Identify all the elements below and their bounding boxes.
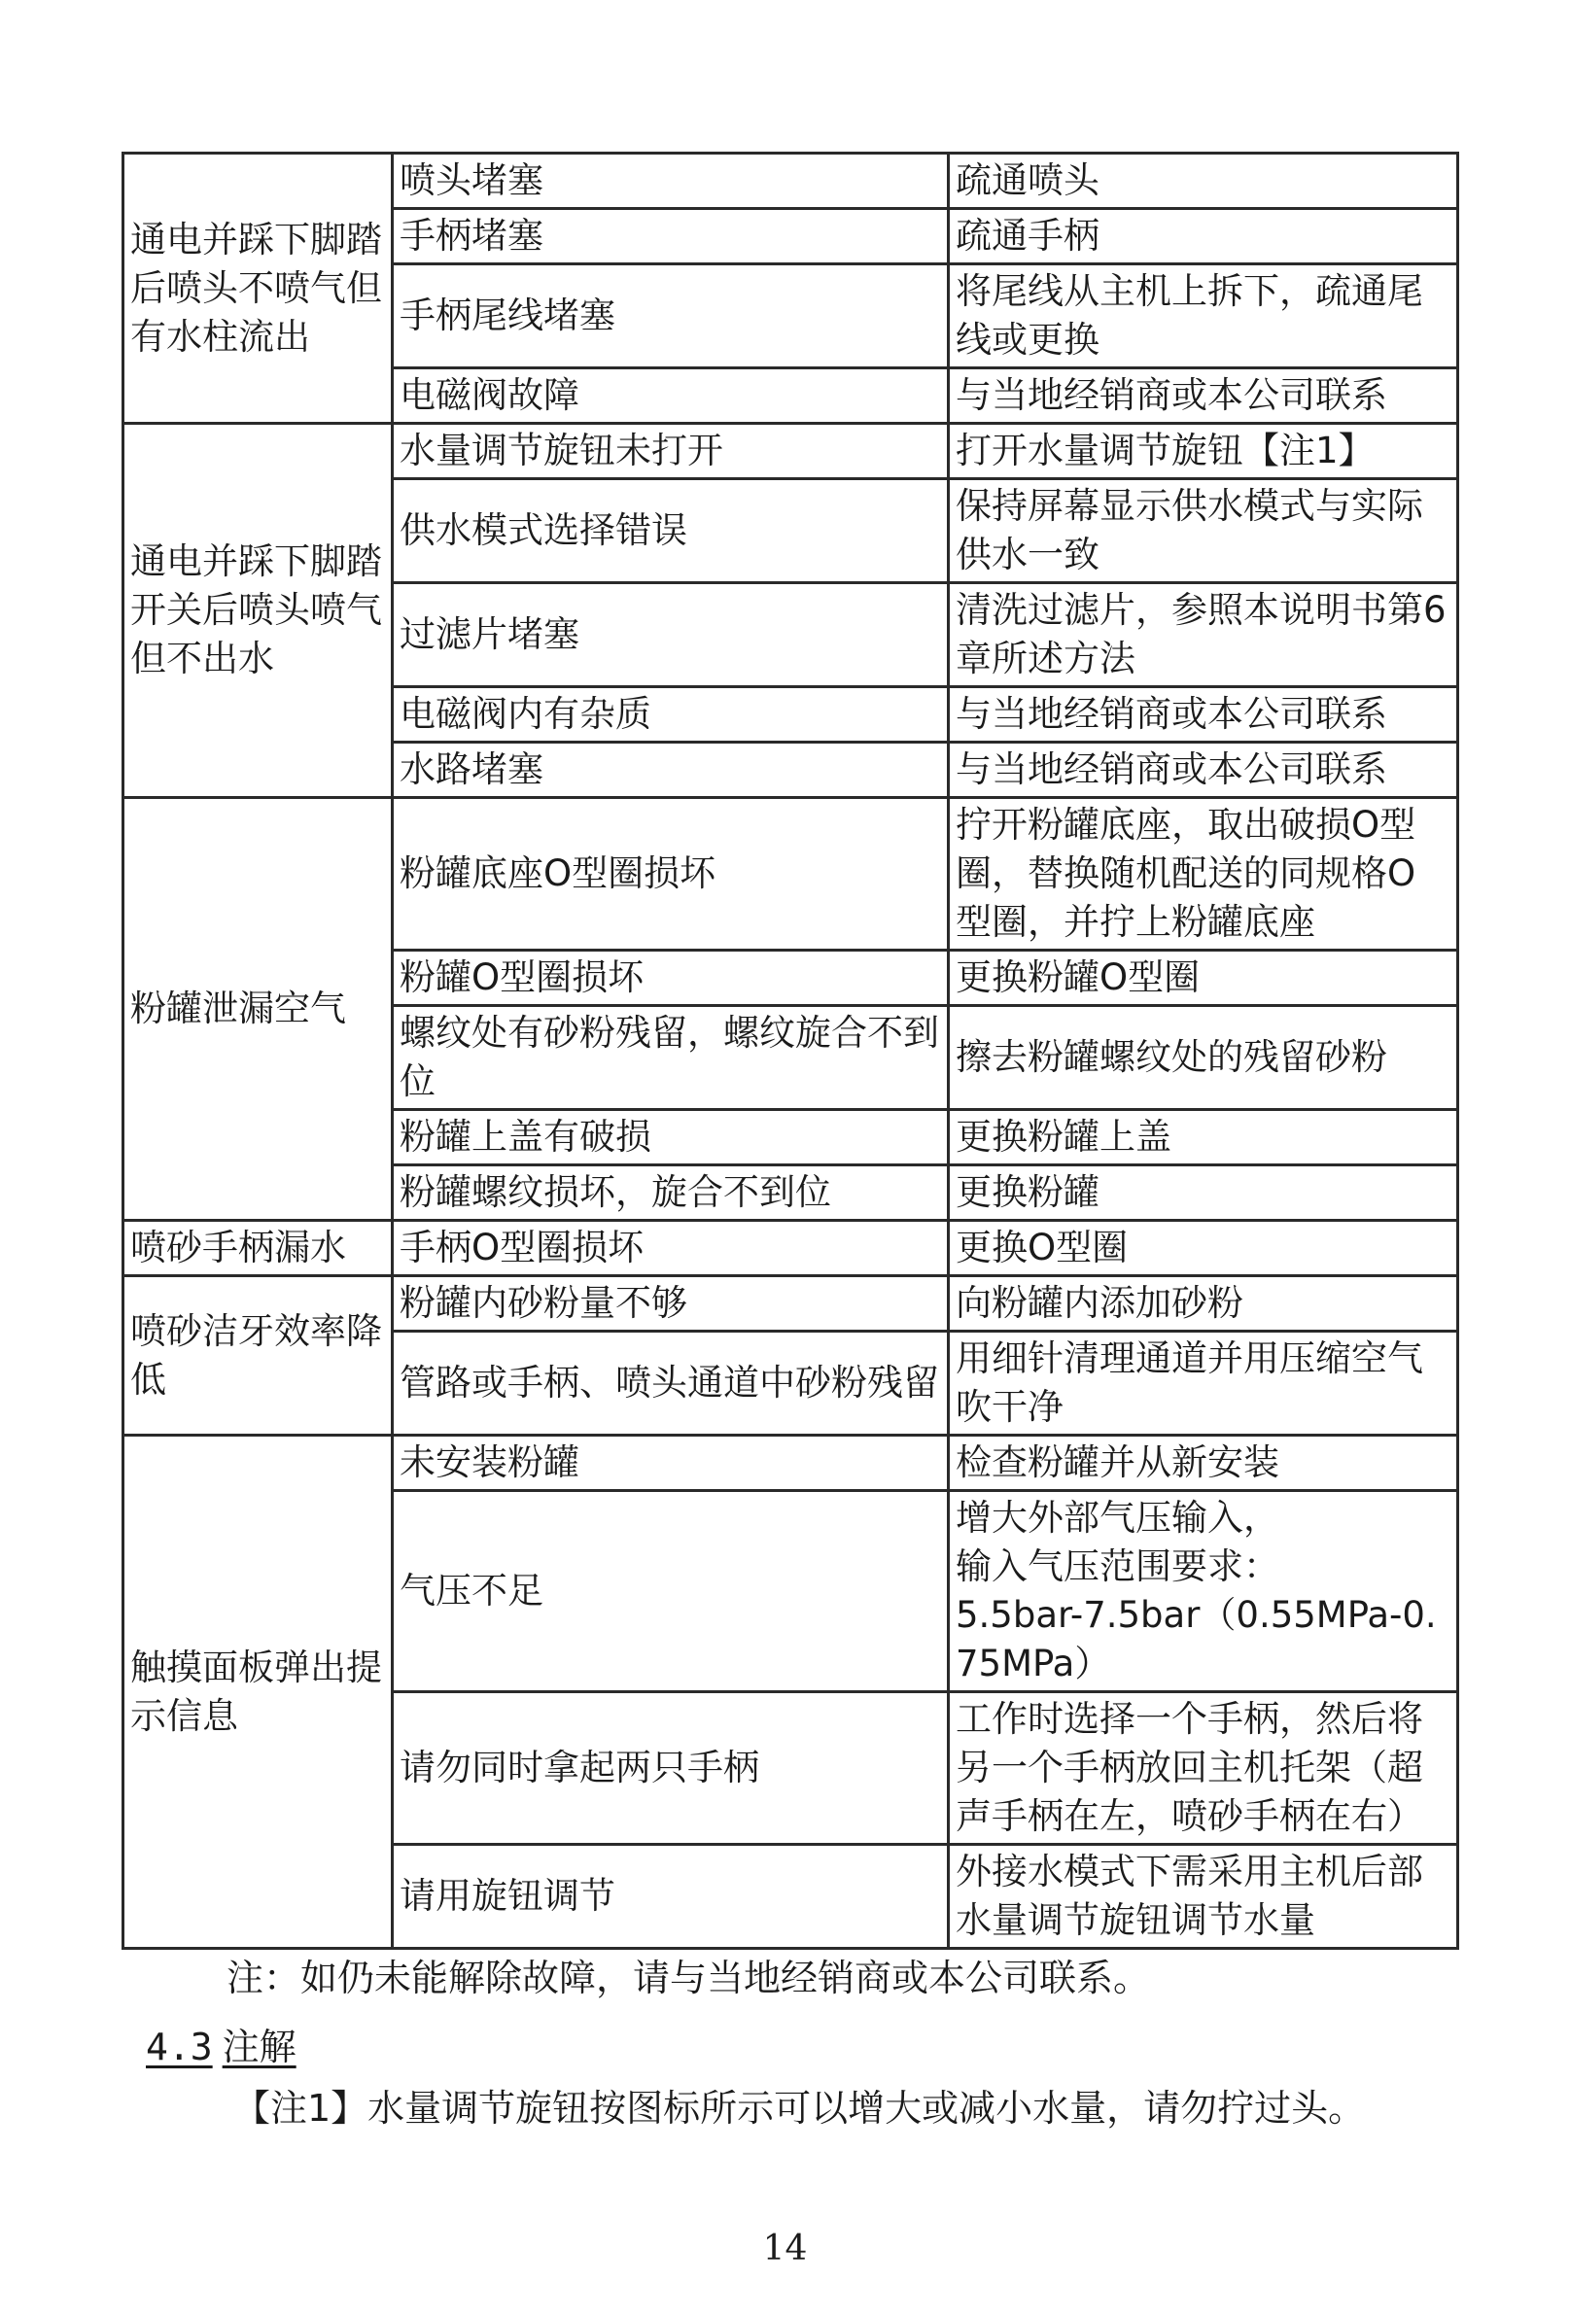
fault-solution-cell: 打开水量调节旋钮【注1】 xyxy=(949,424,1458,479)
fault-cause-cell: 水量调节旋钮未打开 xyxy=(393,424,949,479)
fault-cause-cell: 管路或手柄、喷头通道中砂粉残留 xyxy=(393,1332,949,1436)
fault-cause-cell: 粉罐底座O型圈损坏 xyxy=(393,798,949,951)
troubleshooting-table-body xyxy=(123,154,1458,1949)
explanation-paragraph: 【注1】水量调节旋钮按图标所示可以增大或减小水量，请勿拧过头。 xyxy=(233,2087,1366,2130)
table-row xyxy=(123,798,1458,951)
fault-solution-cell: 保持屏幕显示供水模式与实际供水一致 xyxy=(949,479,1458,583)
fault-cause-cell: 电磁阀故障 xyxy=(393,368,949,424)
fault-solution-cell: 擦去粉罐螺纹处的残留砂粉 xyxy=(949,1006,1458,1110)
fault-solution-cell: 工作时选择一个手柄，然后将另一个手柄放回主机托架（超声手柄在左，喷砂手柄在右） xyxy=(949,1692,1458,1845)
fault-cause-cell: 电磁阀内有杂质 xyxy=(393,687,949,743)
fault-cause-cell: 气压不足 xyxy=(393,1491,949,1692)
table-row xyxy=(123,424,1458,479)
fault-cause-cell: 手柄堵塞 xyxy=(393,209,949,264)
fault-solution-cell: 清洗过滤片，参照本说明书第6章所述方法 xyxy=(949,583,1458,687)
page-number: 14 xyxy=(762,2229,808,2269)
footnote: 注：如仍未能解除故障，请与当地经销商或本公司联系。 xyxy=(227,1957,1151,1999)
troubleshooting-table xyxy=(122,152,1459,1950)
fault-solution-cell: 检查粉罐并从新安装 xyxy=(949,1436,1458,1491)
fault-solution-cell: 更换粉罐上盖 xyxy=(949,1110,1458,1165)
fault-cause-cell: 喷头堵塞 xyxy=(393,154,949,209)
fault-cause-cell: 过滤片堵塞 xyxy=(393,583,949,687)
fault-cause-cell: 粉罐螺纹损坏，旋合不到位 xyxy=(393,1165,949,1221)
fault-solution-cell: 疏通喷头 xyxy=(949,154,1458,209)
fault-symptom-cell: 喷砂洁牙效率降低 xyxy=(123,1276,393,1436)
table-row xyxy=(123,1276,1458,1332)
fault-solution-cell: 增大外部气压输入， 输入气压范围要求： 5.5bar-7.5bar（0.55MPa-0.75MPa） xyxy=(949,1491,1458,1692)
fault-solution-cell: 与当地经销商或本公司联系 xyxy=(949,368,1458,424)
fault-solution-cell: 向粉罐内添加砂粉 xyxy=(949,1276,1458,1332)
fault-solution-cell: 将尾线从主机上拆下，疏通尾线或更换 xyxy=(949,264,1458,368)
fault-cause-cell: 请勿同时拿起两只手柄 xyxy=(393,1692,949,1845)
fault-solution-cell: 外接水模式下需采用主机后部水量调节旋钮调节水量 xyxy=(949,1845,1458,1949)
section-title: 注解 xyxy=(222,2026,297,2068)
fault-solution-cell: 更换粉罐 xyxy=(949,1165,1458,1221)
fault-solution-cell: 疏通手柄 xyxy=(949,209,1458,264)
fault-solution-cell: 更换O型圈 xyxy=(949,1221,1458,1276)
fault-symptom-cell: 喷砂手柄漏水 xyxy=(123,1221,393,1276)
fault-cause-cell: 请用旋钮调节 xyxy=(393,1845,949,1949)
fault-cause-cell: 未安装粉罐 xyxy=(393,1436,949,1491)
fault-solution-cell: 用细针清理通道并用压缩空气吹干净 xyxy=(949,1332,1458,1436)
fault-solution-cell: 更换粉罐O型圈 xyxy=(949,951,1458,1006)
fault-cause-cell: 供水模式选择错误 xyxy=(393,479,949,583)
fault-cause-cell: 粉罐O型圈损坏 xyxy=(393,951,949,1006)
fault-cause-cell: 手柄尾线堵塞 xyxy=(393,264,949,368)
fault-cause-cell: 螺纹处有砂粉残留，螺纹旋合不到位 xyxy=(393,1006,949,1110)
fault-symptom-cell: 通电并踩下脚踏开关后喷头喷气但不出水 xyxy=(123,424,393,798)
section-heading xyxy=(146,2023,297,2071)
fault-solution-cell: 与当地经销商或本公司联系 xyxy=(949,743,1458,798)
table-row xyxy=(123,1221,1458,1276)
table-row xyxy=(123,1436,1458,1491)
fault-symptom-cell: 触摸面板弹出提示信息 xyxy=(123,1436,393,1949)
fault-symptom-cell: 通电并踩下脚踏后喷头不喷气但有水柱流出 xyxy=(123,154,393,424)
fault-solution-cell: 与当地经销商或本公司联系 xyxy=(949,687,1458,743)
fault-cause-cell: 水路堵塞 xyxy=(393,743,949,798)
section-number: 4.3 xyxy=(146,2026,213,2068)
fault-cause-cell: 粉罐上盖有破损 xyxy=(393,1110,949,1165)
fault-symptom-cell: 粉罐泄漏空气 xyxy=(123,798,393,1221)
fault-cause-cell: 粉罐内砂粉量不够 xyxy=(393,1276,949,1332)
fault-solution-cell: 拧开粉罐底座，取出破损O型圈，替换随机配送的同规格O型圈，并拧上粉罐底座 xyxy=(949,798,1458,951)
table-row xyxy=(123,154,1458,209)
fault-cause-cell: 手柄O型圈损坏 xyxy=(393,1221,949,1276)
